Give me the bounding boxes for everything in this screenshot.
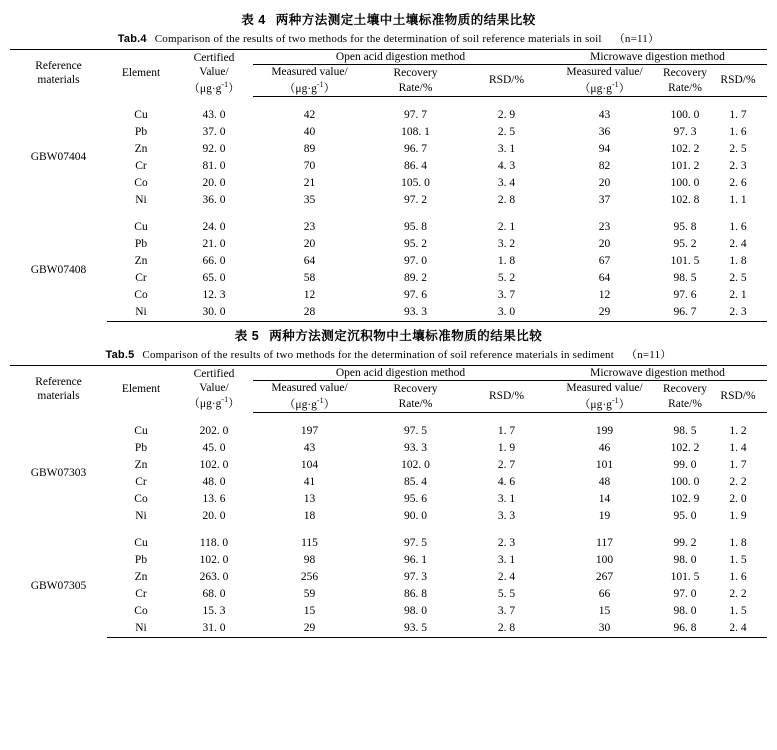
cell-open-recovery: 86. 4 xyxy=(404,159,427,172)
cell-open-recovery: 97. 6 xyxy=(404,288,427,301)
cell-open-measured: 64 xyxy=(303,254,316,267)
cell-microwave-rsd: 1. 9 xyxy=(729,509,747,522)
cell-open-measured: 23 xyxy=(303,220,316,233)
reference-material-name: GBW07408 xyxy=(30,263,87,276)
cell-certified: 48. 0 xyxy=(202,475,226,488)
cell-open-measured: 41 xyxy=(303,475,316,488)
cell-microwave-measured: 46 xyxy=(598,441,611,454)
cell-open-recovery: 86. 8 xyxy=(404,587,427,600)
cell-element: Zn xyxy=(134,254,148,267)
cell-microwave-measured: 48 xyxy=(598,475,611,488)
cell-element: Pb xyxy=(134,553,148,566)
cell-microwave-measured: 82 xyxy=(598,159,611,172)
table-row xyxy=(10,192,767,209)
table-5-chinese-number: 表 5 xyxy=(234,328,260,343)
table-4-chinese-caption xyxy=(10,10,767,28)
cell-open-measured: 98 xyxy=(303,553,316,566)
header-open-recovery-rate: Recovery Rate/% xyxy=(366,65,465,97)
table-row xyxy=(10,219,767,236)
cell-microwave-rsd: 1. 8 xyxy=(729,254,747,267)
cell-microwave-rsd: 2. 5 xyxy=(729,142,747,155)
cell-element: Cu xyxy=(134,536,148,549)
cell-certified: 45. 0 xyxy=(202,441,226,454)
cell-open-recovery: 97. 2 xyxy=(404,193,427,206)
cell-open-rsd: 3. 7 xyxy=(497,604,516,617)
cell-element: Ni xyxy=(135,193,147,206)
cell-open-rsd: 2. 8 xyxy=(497,193,516,206)
cell-open-measured: 43 xyxy=(303,441,316,454)
table-5-chinese-title: 两种方法测定沉积物中土壤标准物质的结果比较 xyxy=(269,328,543,343)
table-row xyxy=(10,474,767,491)
cell-open-measured: 115 xyxy=(301,536,318,549)
table-4 xyxy=(10,49,767,322)
cell-open-recovery: 95. 8 xyxy=(404,220,427,233)
cell-microwave-rsd: 2. 3 xyxy=(709,304,767,322)
cell-certified: 92. 0 xyxy=(202,142,226,155)
cell-open-recovery: 95. 6 xyxy=(404,492,427,505)
cell-open-recovery: 95. 2 xyxy=(404,237,427,250)
header-element: Element xyxy=(107,50,175,97)
cell-microwave-recovery: 98. 0 xyxy=(673,604,697,617)
cell-microwave-recovery: 101. 2 xyxy=(670,159,700,172)
cell-element: Zn xyxy=(134,142,148,155)
cell-open-rsd: 2. 7 xyxy=(497,458,516,471)
cell-certified: 65. 0 xyxy=(202,271,226,284)
cell-microwave-recovery: 97. 6 xyxy=(673,288,697,301)
table-5-group-spacer xyxy=(10,525,767,535)
cell-open-recovery: 93. 3 xyxy=(366,304,465,322)
cell-certified: 263. 0 xyxy=(199,570,229,583)
cell-microwave-measured: 66 xyxy=(598,587,611,600)
cell-open-rsd: 4. 3 xyxy=(497,159,516,172)
cell-open-rsd: 1. 7 xyxy=(497,424,516,437)
cell-microwave-measured: 14 xyxy=(598,492,611,505)
cell-open-measured: 12 xyxy=(303,288,316,301)
cell-microwave-recovery: 97. 3 xyxy=(673,125,697,138)
cell-open-measured: 70 xyxy=(303,159,316,172)
cell-open-rsd: 2. 5 xyxy=(497,125,516,138)
cell-certified: 37. 0 xyxy=(202,125,226,138)
table-4-chinese-number: 表 4 xyxy=(241,13,266,27)
table-row xyxy=(10,620,767,638)
cell-certified: 31. 0 xyxy=(175,620,253,638)
table-5-spacer-top xyxy=(10,412,767,423)
cell-microwave-rsd: 1. 5 xyxy=(729,604,747,617)
cell-microwave-rsd: 2. 0 xyxy=(729,492,747,505)
cell-certified: 12. 3 xyxy=(202,288,226,301)
cell-certified: 21. 0 xyxy=(202,237,226,250)
cell-element: Co xyxy=(134,288,148,301)
cell-open-rsd: 5. 2 xyxy=(497,271,516,284)
cell-certified: 36. 0 xyxy=(202,193,226,206)
cell-certified: 66. 0 xyxy=(202,254,226,267)
cell-microwave-measured: 19 xyxy=(598,509,611,522)
cell-open-rsd: 3. 0 xyxy=(465,304,548,322)
cell-microwave-measured: 101 xyxy=(595,458,614,471)
header-open-recovery-rate: Recovery Rate/% xyxy=(366,381,465,413)
cell-certified: 118. 0 xyxy=(199,536,229,549)
table-row xyxy=(10,158,767,175)
cell-microwave-recovery: 98. 5 xyxy=(673,424,697,437)
cell-microwave-measured: 37 xyxy=(598,193,611,206)
table-row xyxy=(10,107,767,124)
cell-certified: 20. 0 xyxy=(202,509,226,522)
header-microwave-measured-value: Measured value/ $(\mu g\cdot g^{-1})$ xyxy=(548,381,661,413)
cell-open-recovery: 97. 0 xyxy=(404,254,427,267)
cell-microwave-rsd: 2. 5 xyxy=(729,271,747,284)
header-open-measured-value: Measured value/ $(\mu g\cdot g^{-1})$ xyxy=(253,65,366,97)
table-4-header-row-1 xyxy=(10,50,767,65)
cell-element: Co xyxy=(134,604,148,617)
table-row xyxy=(10,491,767,508)
table-block-5 xyxy=(10,326,767,638)
cell-open-rsd: 1. 8 xyxy=(497,254,516,267)
cell-microwave-rsd: 2. 2 xyxy=(729,587,747,600)
cell-element: Cr xyxy=(135,587,147,600)
cell-certified: 24. 0 xyxy=(202,220,226,233)
cell-element: Zn xyxy=(134,458,148,471)
cell-microwave-measured: 100 xyxy=(595,553,614,566)
table-row xyxy=(10,253,767,270)
cell-microwave-recovery: 102. 2 xyxy=(670,441,700,454)
cell-open-measured: 197 xyxy=(300,424,319,437)
table-row xyxy=(10,304,767,322)
cell-microwave-measured: 117 xyxy=(596,536,613,549)
cell-microwave-recovery: 95. 8 xyxy=(673,220,697,233)
cell-microwave-measured: 199 xyxy=(595,424,614,437)
table-row xyxy=(10,535,767,552)
cell-microwave-recovery: 100. 0 xyxy=(670,108,700,121)
cell-microwave-rsd: 1. 6 xyxy=(729,570,747,583)
table-row xyxy=(10,603,767,620)
cell-open-rsd: 3. 3 xyxy=(497,509,516,522)
header-microwave-digestion-method: Microwave digestion method xyxy=(548,50,767,65)
cell-microwave-rsd: 1. 8 xyxy=(729,536,747,549)
table-row xyxy=(10,124,767,141)
cell-open-recovery: 85. 4 xyxy=(404,475,427,488)
cell-microwave-rsd: 2. 4 xyxy=(709,620,767,638)
cell-certified: 68. 0 xyxy=(202,587,226,600)
table-row xyxy=(10,287,767,304)
cell-open-recovery: 97. 5 xyxy=(404,536,427,549)
cell-element: Zn xyxy=(134,570,148,583)
cell-element: Cu xyxy=(134,220,148,233)
cell-open-recovery: 93. 3 xyxy=(404,441,427,454)
cell-microwave-rsd: 1. 6 xyxy=(729,220,747,233)
table-5-chinese-caption xyxy=(10,326,767,344)
cell-open-rsd: 4. 6 xyxy=(497,475,516,488)
cell-open-rsd: 5. 5 xyxy=(497,587,516,600)
cell-open-measured: 40 xyxy=(303,125,316,138)
cell-open-measured: 35 xyxy=(303,193,316,206)
table-row xyxy=(10,141,767,158)
table-block-4 xyxy=(10,10,767,322)
table-row xyxy=(10,236,767,253)
cell-open-rsd: 2. 4 xyxy=(497,570,516,583)
cell-open-recovery: 105. 0 xyxy=(401,176,430,189)
cell-open-recovery: 96. 1 xyxy=(404,553,427,566)
cell-open-measured: 59 xyxy=(303,587,316,600)
table-4-spacer-top xyxy=(10,96,767,107)
cell-open-recovery: 97. 7 xyxy=(404,108,427,121)
cell-microwave-recovery: 98. 5 xyxy=(673,271,697,284)
table-row xyxy=(10,569,767,586)
cell-open-recovery: 89. 2 xyxy=(404,271,427,284)
cell-microwave-recovery: 95. 0 xyxy=(673,509,697,522)
header-reference-materials: Reference materials xyxy=(10,365,107,412)
header-open-measured-value: Measured value/ $(\mu g\cdot g^{-1})$ xyxy=(253,381,366,413)
cell-microwave-rsd: 1. 5 xyxy=(729,553,747,566)
cell-certified: 43. 0 xyxy=(202,108,226,121)
cell-microwave-rsd: 1. 7 xyxy=(729,458,747,471)
cell-microwave-measured: 94 xyxy=(598,142,611,155)
cell-open-measured: 89 xyxy=(303,142,316,155)
table-4-english-number: Tab.4 xyxy=(117,33,147,45)
table-5 xyxy=(10,365,767,638)
cell-open-recovery: 93. 5 xyxy=(366,620,465,638)
header-microwave-recovery-rate: Recovery Rate/% xyxy=(661,381,709,413)
reference-material-name: GBW07305 xyxy=(30,579,87,592)
header-open-acid-digestion-method: Open acid digestion method xyxy=(253,365,548,380)
cell-microwave-measured: 15 xyxy=(598,604,611,617)
header-open-acid-digestion-method: Open acid digestion method xyxy=(253,50,548,65)
cell-open-measured: 58 xyxy=(303,271,316,284)
cell-certified: 15. 3 xyxy=(202,604,226,617)
cell-microwave-measured: 12 xyxy=(598,288,611,301)
cell-microwave-recovery: 100. 0 xyxy=(670,176,700,189)
cell-microwave-recovery: 98. 0 xyxy=(673,553,697,566)
cell-open-rsd: 3. 4 xyxy=(497,176,516,189)
header-microwave-measured-value: Measured value/ $(\mu g\cdot g^{-1})$ xyxy=(548,65,661,97)
cell-microwave-recovery: 101. 5 xyxy=(670,254,700,267)
cell-microwave-recovery: 96. 7 xyxy=(661,304,709,322)
cell-open-measured: 18 xyxy=(303,509,316,522)
cell-open-rsd: 1. 9 xyxy=(497,441,516,454)
cell-microwave-measured: 67 xyxy=(598,254,611,267)
cell-microwave-recovery: 101. 5 xyxy=(670,570,700,583)
cell-microwave-rsd: 2. 6 xyxy=(729,176,747,189)
cell-element: Pb xyxy=(134,125,148,138)
cell-open-measured: 42 xyxy=(303,108,316,121)
cell-element: Co xyxy=(134,492,148,505)
table-row xyxy=(10,440,767,457)
cell-element: Cr xyxy=(135,159,147,172)
table-row xyxy=(10,270,767,287)
cell-open-recovery: 97. 5 xyxy=(404,424,427,437)
cell-open-rsd: 3. 1 xyxy=(497,553,516,566)
header-microwave-rsd: RSD/% xyxy=(709,65,767,97)
cell-open-rsd: 3. 2 xyxy=(497,237,516,250)
cell-certified: 202. 0 xyxy=(199,424,229,437)
header-certified-unit: $(\mu g\cdot g^{-1})$ xyxy=(188,79,240,95)
header-certified-value: Certified Value/ $(\mu g\cdot g^{-1})$ xyxy=(175,50,253,97)
cell-microwave-recovery: 99. 0 xyxy=(673,458,697,471)
cell-element: Ni xyxy=(107,304,175,322)
table-4-english-title: Comparison of the results of two methods for the determination of soil reference materials in soil xyxy=(154,33,602,45)
cell-open-measured: 256 xyxy=(300,570,319,583)
cell-microwave-measured: 23 xyxy=(598,220,611,233)
header-microwave-rsd: RSD/% xyxy=(709,381,767,413)
reference-material-name: GBW07303 xyxy=(30,467,87,480)
cell-microwave-recovery: 95. 2 xyxy=(673,237,697,250)
cell-open-recovery: 90. 0 xyxy=(404,509,427,522)
cell-open-rsd: 2. 8 xyxy=(465,620,548,638)
cell-microwave-measured: 20 xyxy=(598,237,611,250)
cell-microwave-rsd: 1. 6 xyxy=(729,125,747,138)
table-4-english-caption xyxy=(10,30,767,46)
cell-microwave-rsd: 1. 4 xyxy=(729,441,747,454)
header-reference-materials: Reference materials xyxy=(10,50,107,97)
cell-microwave-recovery: 102. 9 xyxy=(670,492,700,505)
cell-open-measured: 104 xyxy=(300,458,319,471)
cell-open-recovery: 102. 0 xyxy=(401,458,430,471)
cell-microwave-recovery: 97. 0 xyxy=(673,587,697,600)
table-row xyxy=(10,423,767,440)
cell-open-rsd: 3. 1 xyxy=(497,142,516,155)
cell-microwave-measured: 36 xyxy=(598,125,611,138)
cell-certified: 102. 0 xyxy=(199,458,229,471)
header-open-rsd: RSD/% xyxy=(465,381,548,413)
cell-element: Cr xyxy=(135,475,147,488)
cell-element: Cr xyxy=(135,271,147,284)
header-open-rsd: RSD/% xyxy=(465,65,548,97)
table-5-header-row-1 xyxy=(10,365,767,380)
cell-certified: 13. 6 xyxy=(202,492,226,505)
cell-element: Cu xyxy=(134,108,148,121)
cell-open-measured: 29 xyxy=(253,620,366,638)
cell-open-measured: 28 xyxy=(253,304,366,322)
cell-element: Cu xyxy=(134,424,148,437)
table-5-english-title: Comparison of the results of two methods for the determination of soil reference materials in sediment xyxy=(142,348,614,361)
table-5-english-number: Tab.5 xyxy=(105,348,135,361)
cell-open-recovery: 98. 0 xyxy=(404,604,427,617)
table-row xyxy=(10,508,767,525)
cell-open-measured: 20 xyxy=(303,237,316,250)
table-4-group-spacer xyxy=(10,209,767,219)
cell-microwave-recovery: 102. 8 xyxy=(670,193,700,206)
cell-microwave-rsd: 2. 2 xyxy=(729,475,747,488)
cell-certified: 20. 0 xyxy=(202,176,226,189)
header-microwave-digestion-method: Microwave digestion method xyxy=(548,365,767,380)
table-4-sample-count: （n=11） xyxy=(613,33,660,45)
table-4-chinese-title: 两种方法测定土壤中土壤标准物质的结果比较 xyxy=(275,13,536,27)
cell-open-recovery: 97. 3 xyxy=(404,570,427,583)
table-row xyxy=(10,175,767,192)
header-certified-unit: $(\mu g\cdot g^{-1})$ xyxy=(188,395,240,411)
cell-microwave-recovery: 102. 2 xyxy=(670,142,700,155)
cell-open-measured: 13 xyxy=(303,492,316,505)
cell-certified: 102. 0 xyxy=(199,553,229,566)
table-row xyxy=(10,552,767,569)
cell-microwave-rsd: 2. 3 xyxy=(729,159,747,172)
cell-open-rsd: 2. 9 xyxy=(497,108,516,121)
cell-element: Ni xyxy=(107,620,175,638)
cell-open-rsd: 2. 1 xyxy=(497,220,516,233)
cell-microwave-measured: 29 xyxy=(548,304,661,322)
table-row xyxy=(10,457,767,474)
cell-microwave-measured: 30 xyxy=(548,620,661,638)
cell-open-rsd: 3. 7 xyxy=(497,288,516,301)
cell-microwave-measured: 267 xyxy=(595,570,614,583)
cell-microwave-measured: 43 xyxy=(598,108,611,121)
cell-microwave-recovery: 96. 8 xyxy=(661,620,709,638)
cell-microwave-rsd: 1. 2 xyxy=(729,424,747,437)
cell-microwave-recovery: 99. 2 xyxy=(673,536,697,549)
cell-microwave-rsd: 1. 1 xyxy=(729,193,747,206)
cell-open-rsd: 3. 1 xyxy=(497,492,516,505)
cell-element: Co xyxy=(134,176,148,189)
cell-certified: 30. 0 xyxy=(175,304,253,322)
header-element: Element xyxy=(107,365,175,412)
cell-open-recovery: 96. 7 xyxy=(404,142,427,155)
cell-element: Ni xyxy=(135,509,147,522)
cell-open-rsd: 2. 3 xyxy=(497,536,516,549)
header-certified-value: Certified Value/ $(\mu g\cdot g^{-1})$ xyxy=(175,365,253,412)
cell-microwave-recovery: 100. 0 xyxy=(670,475,700,488)
header-microwave-recovery-rate: Recovery Rate/% xyxy=(661,65,709,97)
cell-open-measured: 21 xyxy=(303,176,316,189)
cell-microwave-rsd: 2. 4 xyxy=(729,237,747,250)
cell-element: Pb xyxy=(134,441,148,454)
cell-certified: 81. 0 xyxy=(202,159,226,172)
table-row xyxy=(10,586,767,603)
cell-microwave-measured: 20 xyxy=(598,176,611,189)
cell-microwave-rsd: 1. 7 xyxy=(729,108,747,121)
cell-open-recovery: 108. 1 xyxy=(401,125,430,138)
reference-material-name: GBW07404 xyxy=(30,151,87,164)
table-5-english-caption xyxy=(10,346,767,362)
table-5-sample-count: （n=11） xyxy=(626,348,672,361)
cell-microwave-rsd: 2. 1 xyxy=(729,288,747,301)
cell-element: Pb xyxy=(134,237,148,250)
cell-microwave-measured: 64 xyxy=(598,271,611,284)
cell-open-measured: 15 xyxy=(303,604,316,617)
